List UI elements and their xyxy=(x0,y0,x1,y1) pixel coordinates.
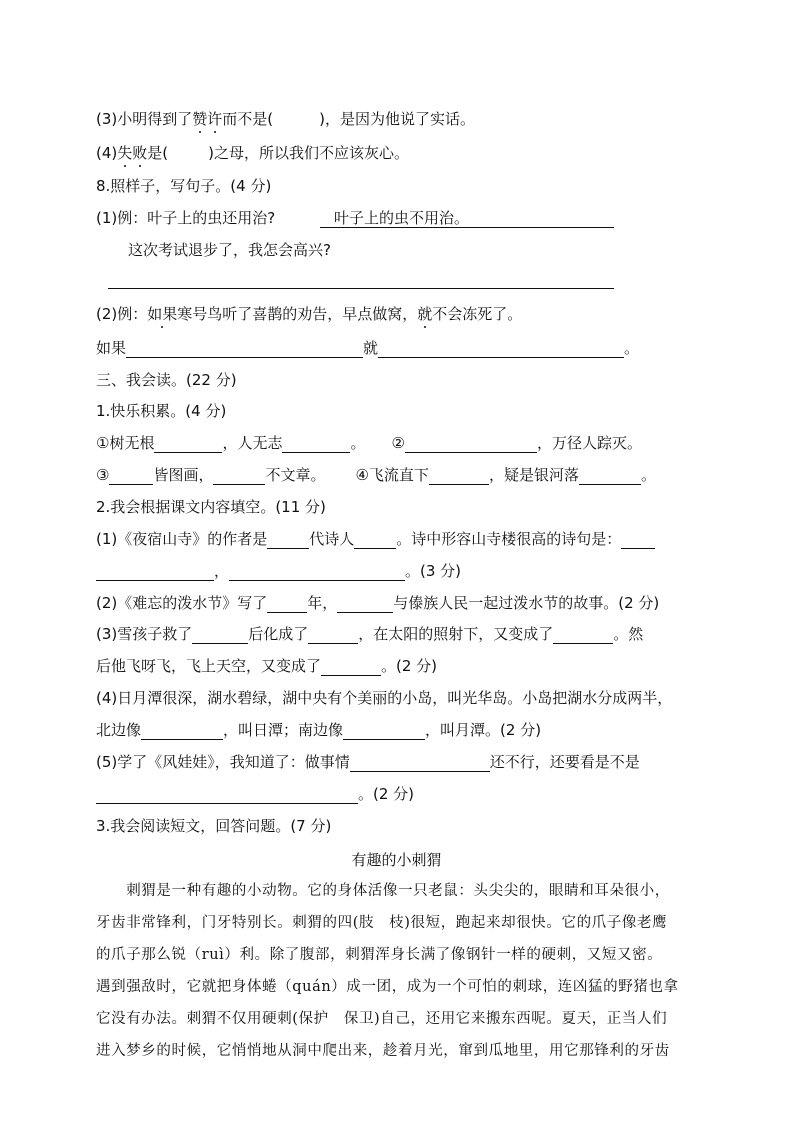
article-line: 的爪子那么锐（ruì）利。除了腹部，刺猬浑身长满了像钢针一样的硬刺，又短又密。 xyxy=(96,947,663,963)
answer-blank[interactable] xyxy=(229,564,405,581)
answer-blank[interactable] xyxy=(96,564,214,581)
article-line: 进入梦乡的时候，它悄悄地从洞中爬出来，趁着月光，窜到瓜地里，用它那锋利的牙齿 xyxy=(96,1043,670,1059)
text: 还不行，还要看是不是 xyxy=(489,753,640,771)
s3-q2-item-3 xyxy=(96,624,643,644)
text: 北边像 xyxy=(96,721,142,739)
answer-blank[interactable] xyxy=(141,723,223,740)
text: 。然 xyxy=(613,625,644,643)
dotted-word: 如果 xyxy=(147,305,178,323)
text: 。 xyxy=(350,434,366,452)
answer-blank[interactable] xyxy=(126,341,363,358)
answer-blank[interactable] xyxy=(267,596,307,613)
s3-q1-row-1 xyxy=(96,433,642,453)
answer-blank[interactable] xyxy=(405,436,537,453)
text: 。 xyxy=(624,339,640,357)
answer-blank[interactable] xyxy=(621,532,655,549)
article-line: 牙齿非常锋利，门牙特别长。刺猬的四(肢 枝)很短，跑起来却很快。它的爪子像老鹰 xyxy=(96,915,668,931)
example-text: (1)例：叶子上的虫还用治? xyxy=(96,209,276,227)
text: ④飞流直下 xyxy=(355,466,429,484)
q7-item-4 xyxy=(96,143,409,163)
answer-blank[interactable] xyxy=(308,627,358,644)
text: 。 xyxy=(640,466,656,484)
answer-blank[interactable] xyxy=(553,627,613,644)
text: 。诗中形容山寺楼很高的诗句是： xyxy=(396,530,622,548)
answer-blank[interactable] xyxy=(321,659,381,676)
text: 皆图画， xyxy=(153,466,214,484)
article-line: 刺猬是一种有趣的小动物。它的身体活像一只老鼠：头尖尖的，眼睛和耳朵很小， xyxy=(96,883,670,899)
text: 寒号鸟听了喜鹊的劝告，早点做窝， xyxy=(177,305,418,323)
text: (3)小明得到了 xyxy=(96,110,193,128)
s3-q2-item-1 xyxy=(96,529,655,549)
q8-item-1-prompt: 这次考试退步了，我怎会高兴? xyxy=(128,241,331,259)
article-line: 它没有办法。刺猬不仅用硬刺(保护 保卫)自己，还用它来搬东西呢。夏天，正当人们 xyxy=(96,1011,668,1027)
q8-item-2-fill xyxy=(96,338,639,358)
answer-blank[interactable] xyxy=(267,532,309,549)
answer-blank[interactable] xyxy=(579,468,641,485)
s3-q2-item-5-cont xyxy=(96,784,414,804)
answer-blank[interactable] xyxy=(337,596,393,613)
text: ①树无根 xyxy=(96,434,155,452)
text: 。(2 分) xyxy=(381,657,438,675)
text: (5)学了《风娃娃》，我知道了：做事情 xyxy=(96,753,350,771)
text: 不文章。 xyxy=(265,466,326,484)
answer-blank[interactable] xyxy=(350,755,490,772)
text: 不会冻死了。 xyxy=(432,305,523,323)
q8-item-1-answer: 叶子上的虫不用治。 xyxy=(320,208,614,228)
text: (2)例： xyxy=(96,305,148,323)
answer-blank[interactable] xyxy=(354,532,396,549)
answer-blank[interactable] xyxy=(192,627,248,644)
text: ，疑是银河落 xyxy=(488,466,579,484)
s3-q2-item-2 xyxy=(96,593,659,613)
s3-q2-item-4: (4)日月潭很深，湖水碧绿，湖中央有个美丽的小岛，叫光华岛。小岛把湖水分成两半， xyxy=(96,689,673,707)
article-title: 有趣的小刺猬 xyxy=(351,851,442,869)
s3-q2-item-4-cont xyxy=(96,720,541,740)
dotted-char: 失 xyxy=(117,144,133,162)
q8-item-2-example xyxy=(96,304,522,324)
answer-blank[interactable] xyxy=(213,468,265,485)
text: ③ xyxy=(96,466,110,484)
text: 是( xyxy=(147,144,169,162)
text: 代诗人 xyxy=(309,530,355,548)
text: 如果 xyxy=(96,339,127,357)
s3-q1-row-2 xyxy=(96,465,656,485)
dotted-word: 就 xyxy=(417,305,433,323)
text: 与傣族人民一起过泼水节的故事。(2 分) xyxy=(393,594,660,612)
dotted-char: 赞 xyxy=(192,110,208,128)
text: ，叫月潭。(2 分) xyxy=(425,721,542,739)
text: )之母，所以我们不应该灰心。 xyxy=(208,144,409,162)
answer-blank[interactable] xyxy=(378,341,624,358)
answer-blank[interactable] xyxy=(343,723,425,740)
s3-q2-title: 2.我会根据课文内容填空。(11 分) xyxy=(96,498,326,516)
dotted-char: 许 xyxy=(207,110,223,128)
text: ， xyxy=(214,562,230,580)
answer-blank[interactable] xyxy=(109,468,153,485)
s3-q2-item-3-cont xyxy=(96,656,437,676)
text: ，人无志 xyxy=(222,434,283,452)
text: 。(3 分) xyxy=(405,562,462,580)
text: ，在太阳的照射下，又变成了 xyxy=(358,625,554,643)
s3-q3-title: 3.我会阅读短文，回答问题。(7 分) xyxy=(96,817,332,835)
text: )，是因为他说了实话。 xyxy=(319,110,475,128)
article-line: 遇到强敌时，它就把身体蜷（quán）成一团，成为一个可怕的刺球，连凶猛的野猪也拿 xyxy=(96,979,679,995)
answer-line[interactable] xyxy=(108,288,614,289)
text: 年， xyxy=(307,594,338,612)
q8-title: 8.照样子，写句子。(4 分) xyxy=(96,177,272,195)
text: ，万径人踪灭。 xyxy=(536,434,642,452)
answer-blank[interactable] xyxy=(154,436,222,453)
answer-blank[interactable] xyxy=(429,468,489,485)
section-3-title: 三、我会读。(22 分) xyxy=(96,371,237,389)
q8-item-1-example xyxy=(96,208,275,228)
s3-q2-item-1-cont xyxy=(96,561,461,581)
text: (3)雪孩子救了 xyxy=(96,625,193,643)
q7-item-3 xyxy=(96,109,475,129)
text: 而不是( xyxy=(222,110,274,128)
dotted-char: 败 xyxy=(132,144,148,162)
text: ，叫日潭；南边像 xyxy=(223,721,344,739)
text: 后化成了 xyxy=(248,625,309,643)
answer-blank[interactable] xyxy=(96,787,358,804)
s3-q1-title: 1.快乐积累。(4 分) xyxy=(96,402,227,420)
text: (4) xyxy=(96,144,118,162)
answer-blank[interactable] xyxy=(282,436,350,453)
text: 后他飞呀飞，飞上天空，又变成了 xyxy=(96,657,322,675)
s3-q2-item-5 xyxy=(96,752,640,772)
text: 。(2 分) xyxy=(358,785,415,803)
text: (2)《难忘的泼水节》写了 xyxy=(96,594,268,612)
text: (1)《夜宿山寺》的作者是 xyxy=(96,530,268,548)
text: ② xyxy=(391,434,405,452)
text: 就 xyxy=(363,339,379,357)
